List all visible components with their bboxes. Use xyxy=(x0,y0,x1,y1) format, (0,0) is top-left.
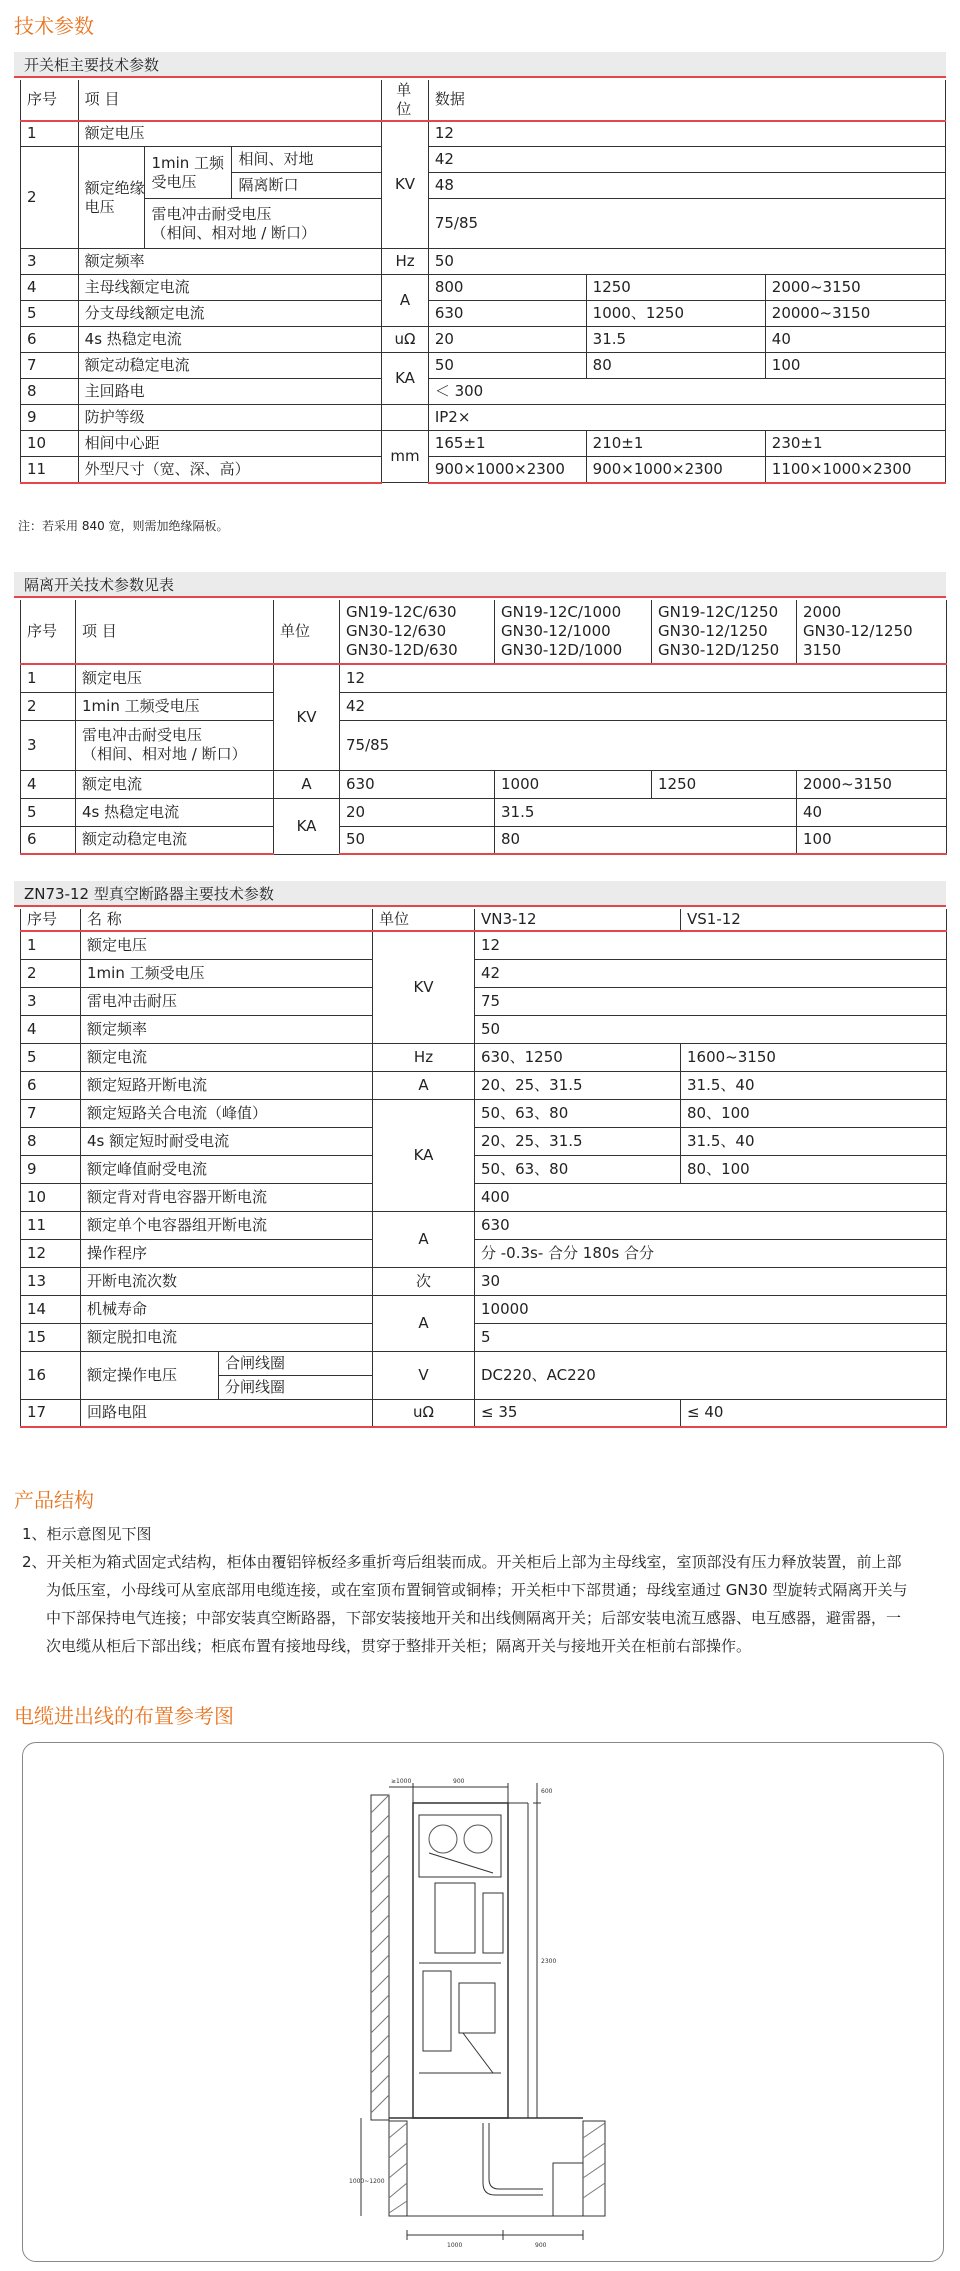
row-value: 100 xyxy=(797,826,947,854)
header-model: 2000 GN30-12/1250 3150 xyxy=(797,600,947,664)
row-no: 5 xyxy=(21,301,79,327)
row-value: 400 xyxy=(475,1183,947,1211)
row-unit-empty xyxy=(382,405,429,431)
row-item: 主母线额定电流 xyxy=(78,275,382,301)
row-no: 12 xyxy=(21,1239,81,1267)
row-value: 50、63、80 xyxy=(475,1155,681,1183)
row-value: 1100×1000×2300 xyxy=(765,457,945,483)
structure-para-2-line-4: 次电缆从柜后下部出线；柜底布置有接地母线，贯穿于整排开关柜；隔离开关与接地开关在柜前右部操作。 xyxy=(46,1637,752,1655)
row-item: 额定电流 xyxy=(81,1043,373,1071)
unit-mm: mm xyxy=(382,431,429,483)
dim-label: 600 xyxy=(541,1788,553,1795)
row-value: 1250 xyxy=(652,770,797,798)
header-unit: 单位 xyxy=(373,909,475,931)
row-item: 主回路电 xyxy=(78,379,382,405)
row-value: 20、25、31.5 xyxy=(475,1127,681,1155)
row-value: 42 xyxy=(475,959,947,987)
row-value: 900×1000×2300 xyxy=(586,457,765,483)
breaker-spec-table xyxy=(20,909,947,1428)
row-item: 分支母线额定电流 xyxy=(78,301,382,327)
row-no: 13 xyxy=(21,1267,81,1295)
row-value: 900×1000×2300 xyxy=(428,457,586,483)
row-no: 8 xyxy=(21,1127,81,1155)
row-no: 11 xyxy=(21,1211,81,1239)
row-value: 10000 xyxy=(475,1295,947,1323)
row-value: 50 xyxy=(428,249,945,275)
unit-a: A xyxy=(373,1211,475,1267)
row-no: 6 xyxy=(21,1071,81,1099)
row-value: 31.5 xyxy=(586,327,765,353)
header-data: 数据 xyxy=(428,80,945,121)
row-value: 30 xyxy=(475,1267,947,1295)
row-item: 额定频率 xyxy=(81,1015,373,1043)
row-unit: uΩ xyxy=(382,327,429,353)
header-unit: 单位 xyxy=(382,80,429,121)
row-value: 630 xyxy=(340,770,495,798)
dim-label: ≥1000 xyxy=(391,1778,412,1785)
row-item: 额定电压 xyxy=(76,664,274,692)
row-value: 12 xyxy=(340,664,947,692)
row-value: 1600~3150 xyxy=(681,1043,947,1071)
row-no: 9 xyxy=(21,1155,81,1183)
row-item: 额定电压 xyxy=(81,931,373,959)
row-item: 1min 工频受电压 xyxy=(76,692,274,720)
row-value: 50 xyxy=(340,826,495,854)
row-no: 5 xyxy=(21,1043,81,1071)
row-value: 2000~3150 xyxy=(765,275,945,301)
row-no: 6 xyxy=(21,826,76,854)
row-no: 5 xyxy=(21,798,76,826)
row-value: 1000 xyxy=(495,770,652,798)
row-value: 80 xyxy=(495,826,797,854)
row-no: 4 xyxy=(21,275,79,301)
row-value: 1000、1250 xyxy=(586,301,765,327)
table1-title: 开关柜主要技术参数 xyxy=(14,52,946,78)
row-unit: 次 xyxy=(373,1267,475,1295)
unit-ka: KA xyxy=(373,1099,475,1211)
row-no: 1 xyxy=(21,664,76,692)
row-item: 额定操作电压 xyxy=(81,1351,219,1399)
row-item: 额定动稳定电流 xyxy=(76,826,274,854)
row-no: 14 xyxy=(21,1295,81,1323)
table3-title: ZN73-12 型真空断路器主要技术参数 xyxy=(14,881,946,907)
row-item: 操作程序 xyxy=(81,1239,373,1267)
row-value: 800 xyxy=(428,275,586,301)
row-item: 额定短路开断电流 xyxy=(81,1071,373,1099)
row-no: 10 xyxy=(21,431,79,457)
table2-title: 隔离开关技术参数见表 xyxy=(14,572,946,598)
row-no: 3 xyxy=(21,987,81,1015)
row-item: 相间中心距 xyxy=(78,431,382,457)
row-value: ≤ 40 xyxy=(681,1399,947,1427)
row-no: 7 xyxy=(21,353,79,379)
row-no: 16 xyxy=(21,1351,81,1399)
dim-label: 2300 xyxy=(541,1958,557,1965)
dim-label: 900 xyxy=(453,1778,465,1785)
row-value: 230±1 xyxy=(765,431,945,457)
row-value: 20 xyxy=(340,798,495,826)
row-item: 额定脱扣电流 xyxy=(81,1323,373,1351)
row-unit: A xyxy=(274,770,340,798)
row-unit: A xyxy=(373,1071,475,1099)
sub-item: 相间、对地 xyxy=(232,147,382,173)
row-item: 额定峰值耐受电流 xyxy=(81,1155,373,1183)
unit-ka: KA xyxy=(274,798,340,854)
row-value: 210±1 xyxy=(586,431,765,457)
row-no: 3 xyxy=(21,720,76,770)
row-value: 20 xyxy=(428,327,586,353)
row-item: 4s 热稳定电流 xyxy=(78,327,382,353)
header-model: VN3-12 xyxy=(475,909,681,931)
header-model: GN19-12C/1250 GN30-12/1250 GN30-12D/1250 xyxy=(652,600,797,664)
row-value: 80 xyxy=(586,353,765,379)
section-title-product-structure: 产品结构 xyxy=(14,1488,94,1512)
row-no: 9 xyxy=(21,405,79,431)
unit-a: A xyxy=(382,275,429,327)
row-no: 3 xyxy=(21,249,79,275)
row-value: 40 xyxy=(765,327,945,353)
header-item: 名 称 xyxy=(81,909,373,931)
row-value: DC220、AC220 xyxy=(475,1351,947,1399)
structure-para-2-line-3: 中下部保持电气连接；中部安装真空断路器，下部安装接地开关和出线侧隔离开关；后部安装电流互感器、电互感器，避雷器，一 xyxy=(46,1609,902,1627)
cable-layout-diagram-frame xyxy=(22,1742,944,2262)
structure-para-2-line-1: 2、开关柜为箱式固定式结构，柜体由覆铝锌板经多重折弯后组装而成。开关柜后上部为主母线室，室顶部没有压力释放装置，前上部 xyxy=(22,1553,902,1571)
row-item: 1min 工频受电压 xyxy=(81,959,373,987)
row-value: 20000~3150 xyxy=(765,301,945,327)
row-item: 4s 热稳定电流 xyxy=(76,798,274,826)
header-item: 项 目 xyxy=(76,600,274,664)
row-no: 4 xyxy=(21,1015,81,1043)
row-item xyxy=(78,147,145,249)
unit-kv: KV xyxy=(382,121,429,249)
row-value: 31.5 xyxy=(495,798,797,826)
header-model: VS1-12 xyxy=(681,909,947,931)
isolator-spec-table xyxy=(20,600,947,855)
row-value: 75/85 xyxy=(428,199,945,249)
row-item: 机械寿命 xyxy=(81,1295,373,1323)
row-item: 雷电冲击耐受电压 （相间、相对地 / 断口） xyxy=(76,720,274,770)
row-no: 11 xyxy=(21,457,79,483)
structure-para-2-line-2: 为低压室，小母线可从室底部用电缆连接，或在室顶布置铜管或铜棒；开关柜中下部贯通；母线室通过 GN30 型旋转式隔离开关与 xyxy=(46,1581,908,1599)
row-value: 12 xyxy=(475,931,947,959)
row-value: 2000~3150 xyxy=(797,770,947,798)
row-item: 外型尺寸（宽、深、高） xyxy=(78,457,382,483)
row-no: 10 xyxy=(21,1183,81,1211)
row-value: 31.5、40 xyxy=(681,1071,947,1099)
row-value: 5 xyxy=(475,1323,947,1351)
structure-para-1: 1、柜示意图见下图 xyxy=(22,1525,152,1543)
switchgear-spec-table xyxy=(20,80,946,484)
sub-item: 隔离断口 xyxy=(232,173,382,199)
row-value: 50 xyxy=(475,1015,947,1043)
row-value: 80、100 xyxy=(681,1155,947,1183)
row-item: 额定动稳定电流 xyxy=(78,353,382,379)
row-item: 4s 额定短时耐受电流 xyxy=(81,1127,373,1155)
structure-description xyxy=(22,1520,942,1660)
row-unit: uΩ xyxy=(373,1399,475,1427)
header-model: GN19-12C/630 GN30-12/630 GN30-12D/630 xyxy=(340,600,495,664)
dim-label: 900 xyxy=(535,2242,547,2249)
row-unit: Hz xyxy=(373,1043,475,1071)
header-item: 项 目 xyxy=(78,80,382,121)
row-value: ≤ 35 xyxy=(475,1399,681,1427)
row-value: 630 xyxy=(428,301,586,327)
row-value: 75 xyxy=(475,987,947,1015)
row-item: 额定背对背电容器开断电流 xyxy=(81,1183,373,1211)
dim-label: 1000~1200 xyxy=(349,2178,385,2185)
row-no: 7 xyxy=(21,1099,81,1127)
row-item: 额定电压 xyxy=(78,121,382,147)
row-no: 1 xyxy=(21,121,79,147)
row-no: 4 xyxy=(21,770,76,798)
row-value: 630、1250 xyxy=(475,1043,681,1071)
row-no: 8 xyxy=(21,379,79,405)
row-item: 额定单个电容器组开断电流 xyxy=(81,1211,373,1239)
row-value: 100 xyxy=(765,353,945,379)
sub-item: 分闸线圈 xyxy=(219,1375,373,1399)
row-item: 额定频率 xyxy=(78,249,382,275)
row-no: 2 xyxy=(21,147,79,249)
header-unit: 单位 xyxy=(274,600,340,664)
row-item: 开断电流次数 xyxy=(81,1267,373,1295)
unit-kv: KV xyxy=(373,931,475,1043)
header-no: 序号 xyxy=(21,80,79,121)
row-no: 2 xyxy=(21,692,76,720)
row-value: 48 xyxy=(428,173,945,199)
dim-label: 1000 xyxy=(447,2242,463,2249)
unit-a: A xyxy=(373,1295,475,1351)
row-value: 31.5、40 xyxy=(681,1127,947,1155)
row-value: 50、63、80 xyxy=(475,1099,681,1127)
row-item: 雷电冲击耐压 xyxy=(81,987,373,1015)
row-value: 42 xyxy=(340,692,947,720)
row-unit: V xyxy=(373,1351,475,1399)
row-unit: Hz xyxy=(382,249,429,275)
row-no: 6 xyxy=(21,327,79,353)
row-value: 165±1 xyxy=(428,431,586,457)
unit-kv: KV xyxy=(274,664,340,770)
row-value: 75/85 xyxy=(340,720,947,770)
row-item: 防护等级 xyxy=(78,405,382,431)
row-value: 42 xyxy=(428,147,945,173)
row-value: 80、100 xyxy=(681,1099,947,1127)
row-value: IP2× xyxy=(428,405,945,431)
row-value: 1250 xyxy=(586,275,765,301)
row-value: 50 xyxy=(428,353,586,379)
row-item: 额定短路关合电流（峰值） xyxy=(81,1099,373,1127)
row-value: 12 xyxy=(428,121,945,147)
row-no: 1 xyxy=(21,931,81,959)
row-no: 15 xyxy=(21,1323,81,1351)
switchgear-drawing xyxy=(23,1743,945,2263)
row-value: 40 xyxy=(797,798,947,826)
row-item: 额定电流 xyxy=(76,770,274,798)
row-item-text: 额定绝缘电压 xyxy=(84,178,145,216)
sub-item: 雷电冲击耐受电压 （相间、相对地 / 断口） xyxy=(145,199,382,249)
header-model: GN19-12C/1000 GN30-12/1000 GN30-12D/1000 xyxy=(495,600,652,664)
header-no: 序号 xyxy=(21,909,81,931)
row-no: 17 xyxy=(21,1399,81,1427)
table1-note: 注：若采用 840 宽，则需加绝缘隔板。 xyxy=(18,519,229,533)
unit-ka: KA xyxy=(382,353,429,405)
sub-item: 1min 工频受电压 xyxy=(145,147,232,199)
header-no: 序号 xyxy=(21,600,76,664)
row-no: 2 xyxy=(21,959,81,987)
section-title-tech-params: 技术参数 xyxy=(14,14,94,38)
row-value: 630 xyxy=(475,1211,947,1239)
row-value: 20、25、31.5 xyxy=(475,1071,681,1099)
sub-item: 合闸线圈 xyxy=(219,1351,373,1375)
row-value: 分 -0.3s- 合分 180s 合分 xyxy=(475,1239,947,1267)
row-item: 回路电阻 xyxy=(81,1399,373,1427)
row-value: ＜ 300 xyxy=(428,379,945,405)
section-title-cable-layout: 电缆进出线的布置参考图 xyxy=(14,1704,234,1728)
